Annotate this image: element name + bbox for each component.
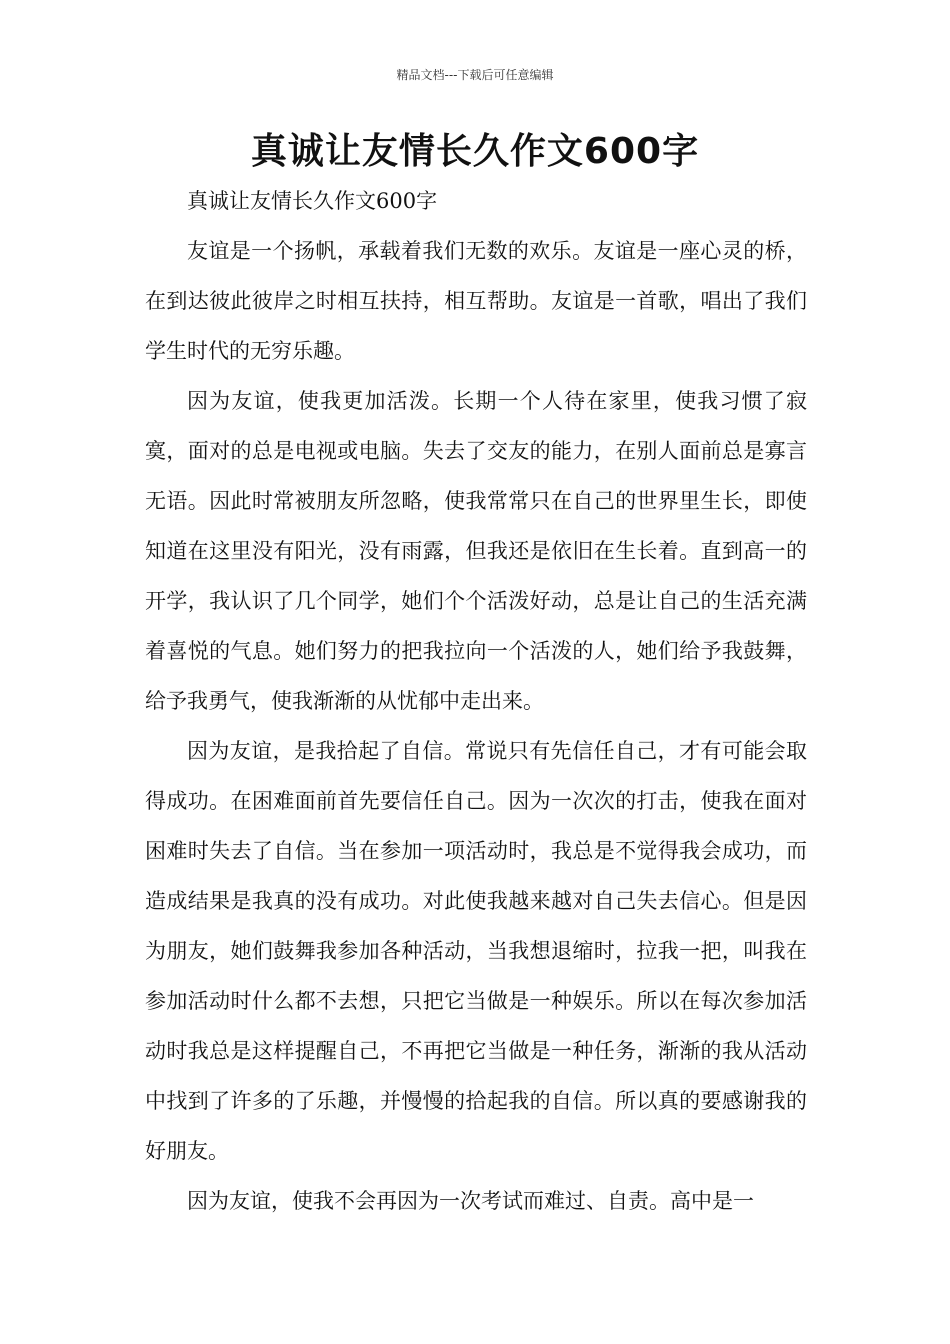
body-paragraph-1: 友谊是一个扬帆，承载着我们无数的欢乐。友谊是一座心灵的桥，在到达彼此彼岸之时相互扶持，相互帮助。友谊是一首歌，唱出了我们学生时代的无穷乐趣。 <box>145 239 807 363</box>
body-paragraph-2: 因为友谊，使我更加活泼。长期一个人待在家里，使我习惯了寂寞，面对的总是电视或电脑。失去了交友的能力，在别人面前总是寡言无语。因此时常被朋友所忽略，使我常常只在自己的世界里生长，即使知道在这里没有阳光，没有雨露，但我还是依旧在生长着。直到高一的开学，我认识了几个同学，她们个个活泼好动，总是让自己的生活充满着喜悦的气息。她们努力的把我拉向一个活泼的人，她们给予我鼓舞，给予我勇气，使我渐渐的从忧郁中走出来。 <box>145 389 807 713</box>
document-body <box>145 176 807 1226</box>
header-note: 精品文档---下载后可任意编辑 <box>396 68 554 82</box>
document-title: 真诚让友情长久作文600字 <box>250 131 700 172</box>
subtitle-paragraph: 真诚让友情长久作文600字 <box>187 189 438 213</box>
body-paragraph-4: 因为友谊，使我不会再因为一次考试而难过、自责。高中是一 <box>187 1189 754 1213</box>
body-paragraph-3: 因为友谊，是我拾起了自信。常说只有先信任自己，才有可能会取得成功。在困难面前首先要信任自己。因为一次次的打击，使我在面对困难时失去了自信。当在参加一项活动时，我总是不觉得我会成功，而造成结果是我真的没有成功。对此使我越来越对自己失去信心。但是因为朋友，她们鼓舞我参加各种活动，当我想退缩时，拉我一把，叫我在参加活动时什么都不去想，只把它当做是一种娱乐。所以在每次参加活动时我总是这样提醒自己，不再把它当做是一种任务，渐渐的我从活动中找到了许多的了乐趣，并慢慢的拾起我的自信。所以真的要感谢我的好朋友。 <box>145 739 807 1163</box>
